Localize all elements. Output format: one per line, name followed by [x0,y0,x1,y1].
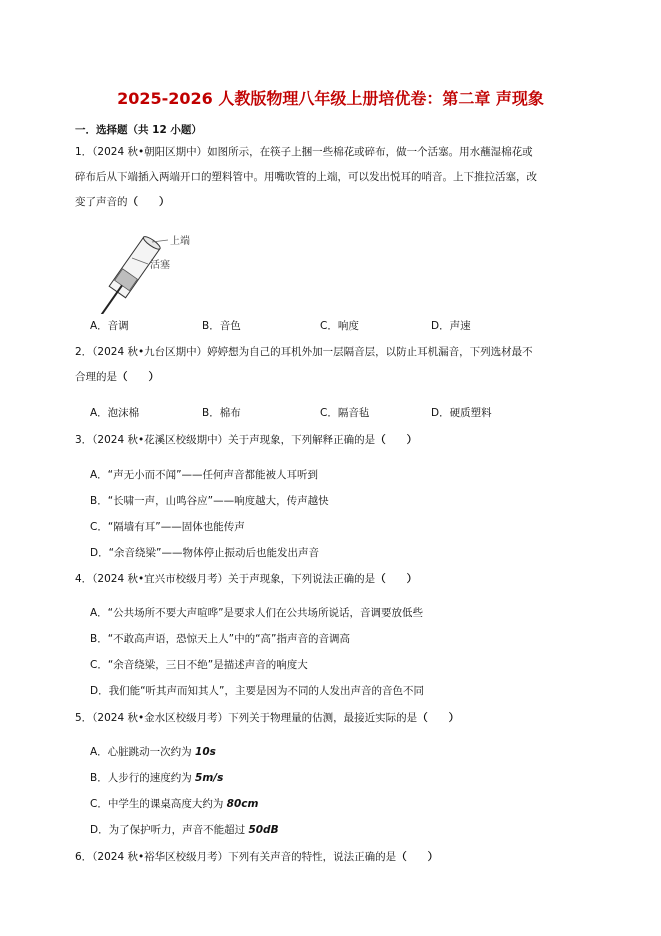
q3-line1-text: 3．（2024 秋•花溪区校级期中）关于声现象，下列解释正确的是 [75,434,376,446]
section-heading: 一．选择题（共 12 小题） [75,124,202,136]
q1-line2: 碎布后从下端插入两端开口的塑料管中。用嘴吹管的上端，可以发出悦耳的哨音。上下推拉活塞，改 [75,171,537,183]
q5-option-a-unit: 10s [195,746,216,758]
q3-option-d[interactable]: D．“余音绕梁”——物体停止振动后也能发出声音 [90,547,319,559]
q4-option-a[interactable]: A．“公共场所不要大声喧哗”是要求人们在公共场所说话，音调要放低些 [90,607,424,619]
q1-option-a[interactable]: A．音调 [90,320,129,332]
q5-option-d-text: D．为了保护听力，声音不能超过 [90,824,249,836]
figure-label-piston: 活塞 [150,260,170,271]
q2-line1: 2．（2024 秋•九台区期中）婷婷想为自己的耳机外加一层隔音层，以防止耳机漏音，下列选材最不 [75,346,533,358]
q2-option-a[interactable]: A．泡沫棉 [90,407,140,419]
q1-option-d[interactable]: D．声速 [431,320,471,332]
q2-line2 [75,365,595,390]
q3-option-a[interactable]: A．“声无小而不闻”——任何声音都能被人耳听到 [90,469,319,481]
q6-answer-bracket: （ ） [396,851,439,863]
q5-option-a-text: A．心脏跳动一次约为 [90,746,196,758]
q4-line1 [75,567,595,592]
q5-option-b-unit: 5m/s [195,772,224,784]
q5-answer-bracket: （ ） [417,712,460,724]
q1-line3-text: 变了声音的 [75,196,128,208]
q2-answer-bracket: （ ） [117,371,159,383]
q1-line1: 1．（2024 秋•朝阳区期中）如图所示，在筷子上捆一些棉花或碎布，做一个活塞。用水蘸湿棉花或 [75,146,533,158]
q5-option-b[interactable] [90,770,223,785]
q4-option-d[interactable]: D．我们能“听其声而知其人”，主要是因为不同的人发出声音的音色不同 [90,685,424,697]
q2-option-b[interactable]: B．棉布 [202,407,241,419]
q1-answer-bracket: （ ） [127,196,170,208]
q5-line1 [75,706,595,731]
q4-line1-text: 4．（2024 秋•宜兴市校级月考）关于声现象，下列说法正确的是 [75,573,376,585]
q5-option-d[interactable] [90,822,279,837]
q5-option-d-unit: 50dB [248,824,279,836]
q1-line3 [75,190,595,215]
pipe-piston-diagram [72,228,202,314]
q3-answer-bracket: （ ） [375,434,418,446]
q1-option-c[interactable]: C．响度 [320,320,359,332]
q5-option-b-text: B．人步行的速度约为 [90,772,196,784]
q3-option-c[interactable]: C．“隔墙有耳”——固体也能传声 [90,521,245,533]
q5-option-c[interactable] [90,796,258,811]
q3-line1 [75,428,595,453]
q3-option-b[interactable]: B．“长啸一声，山鸣谷应”——响度越大，传声越快 [90,495,329,507]
q5-option-c-text: C．中学生的课桌高度大约为 [90,798,227,810]
q2-line2-text: 合理的是 [75,371,117,383]
q6-line1 [75,845,595,870]
q1-option-b[interactable]: B．音色 [202,320,241,332]
q2-option-c[interactable]: C．隔音毡 [320,407,370,419]
q4-option-c[interactable]: C．“余音绕梁，三日不绝”是描述声音的响度大 [90,659,308,671]
q5-option-a[interactable] [90,744,216,759]
figure-label-top: 上端 [170,236,190,247]
document-title: 2025-2026 人教版物理八年级上册培优卷：第二章 声现象 [117,89,544,108]
q4-option-b[interactable]: B．“不敢高声语，恐惊天上人”中的“高”指声音的音调高 [90,633,350,645]
q5-option-c-unit: 80cm [226,798,259,810]
q4-answer-bracket: （ ） [375,573,418,585]
q6-line1-text: 6．（2024 秋•裕华区校级月考）下列有关声音的特性，说法正确的是 [75,851,397,863]
q5-line1-text: 5．（2024 秋•金水区校级月考）下列关于物理量的估测，最接近实际的是 [75,712,418,724]
q1-figure-pipe-piston [72,228,202,314]
q2-option-d[interactable]: D．硬质塑料 [431,407,492,419]
